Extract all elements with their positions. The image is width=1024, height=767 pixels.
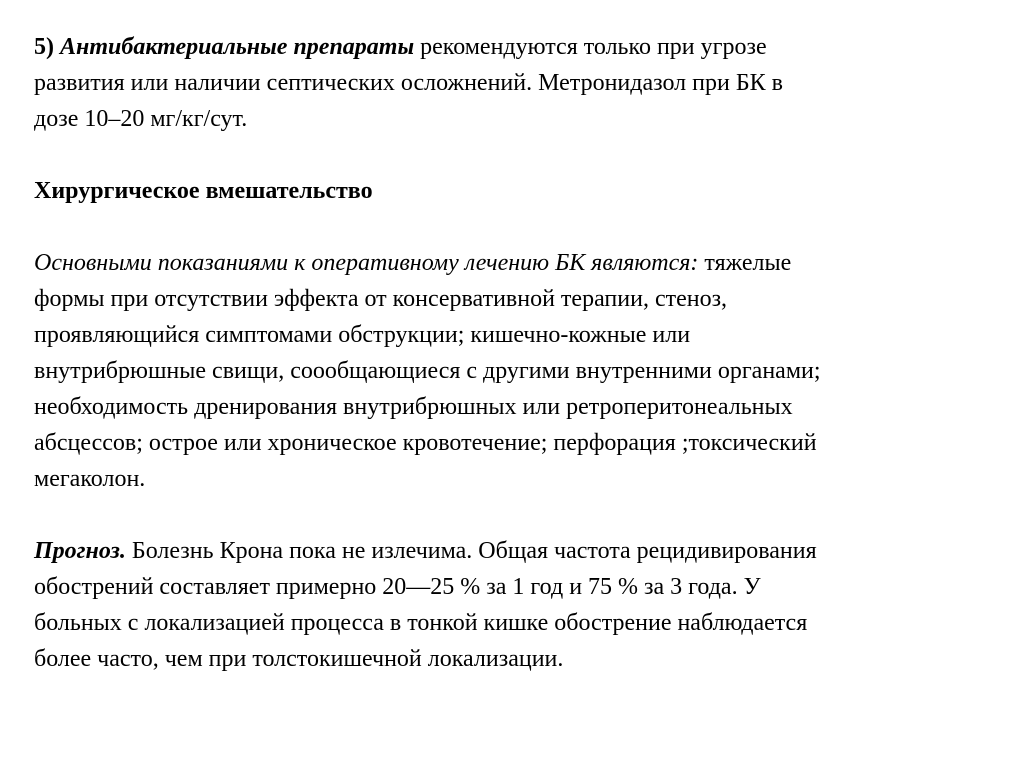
surgery-line-5: необходимость дренирования внутрибрюшных или ретроперитонеальных xyxy=(34,394,793,420)
prognosis-label: Прогноз. xyxy=(34,538,126,564)
prognosis-line-2: обострений составляет примерно 20—25 % за 1 год и 75 % за 3 года. У xyxy=(34,574,761,600)
spacer xyxy=(34,497,984,533)
surgery-line-6: абсцессов; острое или хроническое кровотечение; перфорация ;токсический xyxy=(34,430,817,456)
antibacterial-line-1 xyxy=(34,29,984,65)
prognosis-line-3: больных с локализацией процесса в тонкой кишке обострение наблюдается xyxy=(34,610,808,636)
antibacterial-line-2: развития или наличии септических осложнений. Метронидазол при БК в xyxy=(34,70,783,96)
prognosis-line-4: более часто, чем при толстокишечной локализации. xyxy=(34,646,564,672)
surgery-intro: Основными показаниями к оперативному лечению БК являются: xyxy=(34,250,699,276)
prognosis-text-1: Болезнь Крона пока не излечима. Общая частота рецидивирования xyxy=(131,538,817,564)
antibacterial-text-1: рекомендуются только при угрозе xyxy=(420,34,767,60)
surgery-line-7: мегаколон. xyxy=(34,466,146,492)
surgery-line-2: формы при отсутствии эффекта от консервативной терапии, стеноз, xyxy=(34,286,728,312)
antibacterial-term: Антибактериальные препараты xyxy=(60,34,415,60)
spacer xyxy=(34,137,984,173)
spacer xyxy=(34,209,984,245)
surgery-text-1: тяжелые xyxy=(704,250,792,276)
surgery-line-1 xyxy=(34,245,984,281)
surgery-line-4: внутрибрюшные свищи, соообщающиеся с другими внутренними органами; xyxy=(34,358,821,384)
surgery-line-3: проявляющийся симптомами обструкции; кишечно-кожные или xyxy=(34,322,691,348)
surgery-heading: Хирургическое вмешательство xyxy=(34,178,373,204)
slide-text xyxy=(34,29,984,677)
item-number: 5) xyxy=(34,34,54,60)
antibacterial-line-3: дозе 10–20 мг/кг/сут. xyxy=(34,106,248,132)
prognosis-line-1 xyxy=(34,533,984,569)
